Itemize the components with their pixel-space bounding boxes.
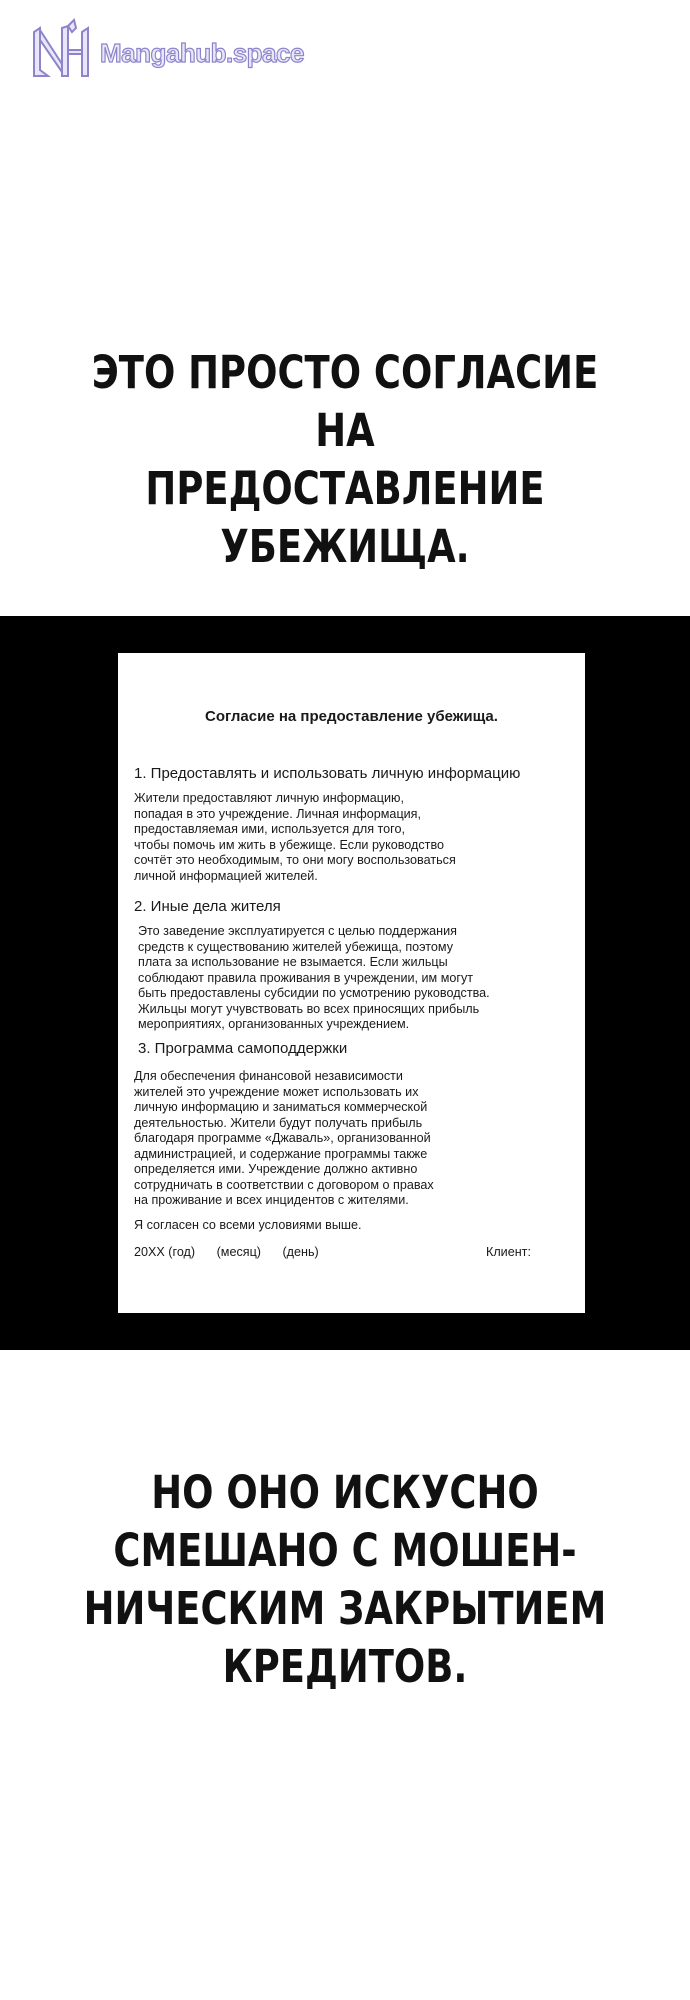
date-year: 20XX (год) xyxy=(134,1245,196,1259)
document-title: Согласие на предоставление убежища. xyxy=(205,708,498,725)
caption-line: СМЕШАНО С МОШЕН- xyxy=(113,1524,577,1577)
text-line: администрацией, и содержание программы также xyxy=(134,1146,428,1161)
text-line: Жильцы могут учувствовать во всех приносящих прибыль xyxy=(138,1001,480,1016)
caption-line: КРЕДИТОВ. xyxy=(222,1640,468,1693)
caption-line: ПРЕДОСТАВЛЕНИЕ УБЕЖИЩА. xyxy=(145,462,545,573)
text-line: благодаря программе «Джаваль», организованной xyxy=(134,1131,431,1145)
text-line: на проживание и всех инцидентов с жителями. xyxy=(134,1193,409,1207)
text-line: личной информацией жителей. xyxy=(134,868,318,883)
mangahub-logo-icon xyxy=(28,18,94,84)
text-line: попадая в это учреждение. Личная информация, xyxy=(134,806,422,821)
caption-line: ЭТО ПРОСТО СОГЛАСИЕ НА xyxy=(91,346,599,457)
text-line: чтобы помочь им жить в убежище. Если руководство xyxy=(134,837,445,852)
text-line: жителей это учреждение может использовать их xyxy=(134,1084,419,1099)
text-line: определяется ими. Учреждение должно активно xyxy=(134,1162,418,1176)
text-line: Это заведение эксплуатируется с целью поддержания xyxy=(138,924,457,938)
date-month: (месяц) xyxy=(216,1245,261,1259)
agreement-statement: Я согласен со всеми условиями выше. xyxy=(134,1218,362,1232)
caption-line: НИЧЕСКИМ ЗАКРЫТИЕМ xyxy=(83,1582,607,1635)
section-heading: 3. Программа самоподдержки xyxy=(138,1040,348,1057)
text-line: быть предоставлены субсидии по усмотрению руководства. xyxy=(138,986,490,1000)
text-line: сочтёт это необходимым, то они могу воспользоваться xyxy=(134,853,456,867)
text-line: мероприятиях, организованных учреждением. xyxy=(138,1017,410,1031)
date-row xyxy=(134,1245,337,1259)
caption-line: НО ОНО ИСКУСНО xyxy=(151,1466,539,1519)
text-line: предоставляемая ими, используется для того, xyxy=(134,822,405,836)
section-heading: 2. Иные дела жителя xyxy=(134,898,281,915)
caption-bottom xyxy=(62,1464,628,1696)
text-line: деятельностью. Жители будут получать прибыль xyxy=(134,1115,423,1130)
text-line: Для обеспечения финансовой независимости xyxy=(134,1069,403,1083)
watermark-text: Mangahub.space xyxy=(100,37,304,68)
text-line: средств к существованию жителей убежища, поэтому xyxy=(138,939,454,954)
section-body xyxy=(134,791,574,884)
caption-top xyxy=(62,344,628,576)
consent-document xyxy=(118,653,585,1313)
client-label: Клиент: xyxy=(486,1245,531,1259)
date-day: (день) xyxy=(282,1245,319,1259)
section-body xyxy=(138,924,578,1033)
text-line: плата за использование не взымается. Если жильцы xyxy=(138,955,448,969)
section-heading: 1. Предоставлять и использовать личную информацию xyxy=(134,765,521,782)
text-line: сотрудничать в соответствии с договором о правах xyxy=(134,1177,434,1192)
text-line: личную информацию и заниматься коммерческой xyxy=(134,1100,428,1114)
text-line: Жители предоставляют личную информацию, xyxy=(134,791,404,805)
section-body xyxy=(134,1069,574,1209)
text-line: соблюдают правила проживания в учреждении, им могут xyxy=(138,970,474,985)
watermark xyxy=(28,18,304,84)
